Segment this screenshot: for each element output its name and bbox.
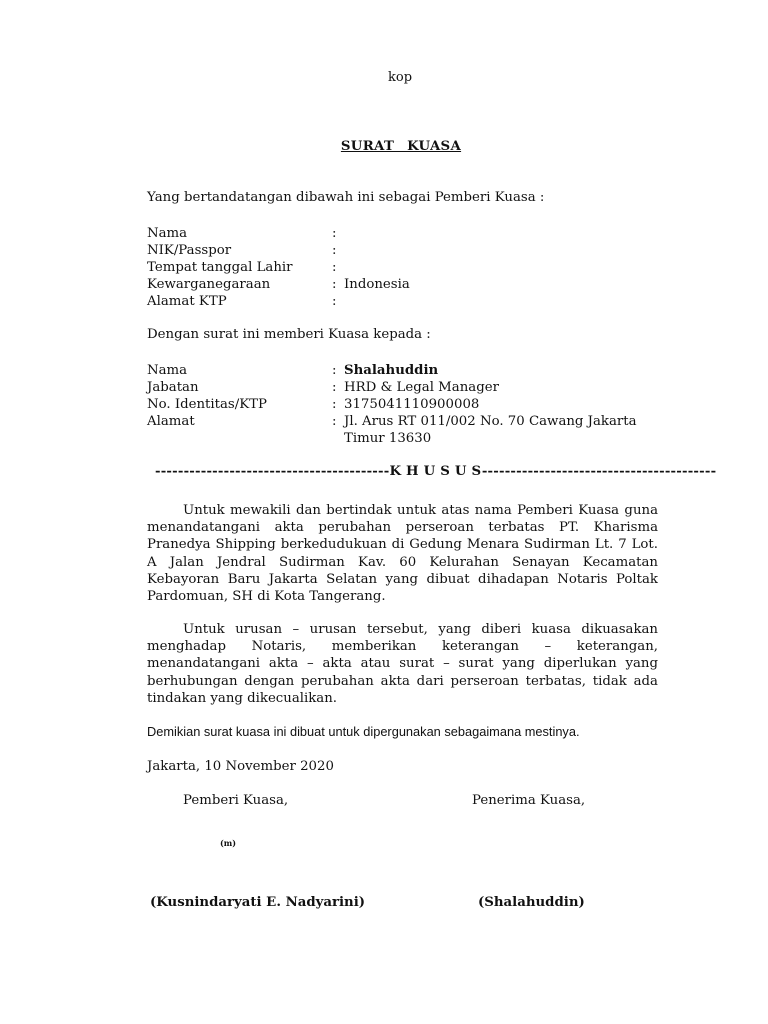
field-colon: : xyxy=(332,380,337,395)
field-value: Shalahuddin xyxy=(344,363,439,378)
field-label: Nama xyxy=(147,226,188,241)
field-value: 3175041110900008 xyxy=(344,397,480,412)
khusus-separator: -----------------------------------------K H U S U S----------------------------------------- xyxy=(155,464,717,479)
materai-mark: (m) xyxy=(220,838,237,848)
penerima-kuasa-label: Penerima Kuasa, xyxy=(472,793,586,808)
letterhead-placeholder: kop xyxy=(387,70,413,85)
transition-text: Dengan surat ini memberi Kuasa kepada : xyxy=(147,327,431,342)
field-colon: : xyxy=(332,260,337,275)
penerima-kuasa-name: (Shalahuddin) xyxy=(478,895,585,910)
pemberi-kuasa-name: (Kusnindaryati E. Nadyarini) xyxy=(150,895,366,910)
intro-text: Yang bertandatangan dibawah ini sebagai Pemberi Kuasa : xyxy=(147,190,545,205)
field-value-continued xyxy=(344,430,431,447)
pemberi-kuasa-label: Pemberi Kuasa, xyxy=(183,793,289,808)
field-label: Jabatan xyxy=(147,380,199,395)
field-value: Indonesia xyxy=(344,277,410,292)
paragraph-1: Untuk mewakili dan bertindak untuk atas nama Pemberi Kuasa guna menandatangani akta perubahan perseroan terbatas PT. Kharisma Pranedya Shipping berkedudukuan di Gedung Menara Sudirman Lt. 7 Lot. A Jalan Jendral Sudirman Kav. 60 Kelurahan Senayan Kecamatan Kebayoran Baru Jakarta Selatan yang dibuat dihadapan Notaris Poltak Pardomuan, SH di Kota Tangerang. xyxy=(147,503,658,605)
field-label: Alamat xyxy=(147,414,195,429)
field-label: Tempat tanggal Lahir xyxy=(147,260,293,275)
field-value: Jl. Arus RT 011/002 No. 70 Cawang Jakarta xyxy=(344,414,637,429)
closing-text: Demikian surat kuasa ini dibuat untuk dipergunakan sebagaimana mestinya. xyxy=(147,724,580,739)
field-colon: : xyxy=(332,226,337,241)
field-label: Kewarganegaraan xyxy=(147,277,271,292)
field-colon: : xyxy=(332,243,337,258)
field-colon: : xyxy=(332,397,337,412)
field-colon: : xyxy=(332,277,337,292)
field-label: NIK/Passpor xyxy=(147,243,232,258)
field-value: HRD & Legal Manager xyxy=(344,380,499,395)
field-label: No. Identitas/KTP xyxy=(147,397,267,412)
field-colon: : xyxy=(332,414,337,429)
field-label: Alamat KTP xyxy=(147,294,227,309)
field-colon: : xyxy=(332,294,337,309)
field-label: Nama xyxy=(147,363,188,378)
address-line-2: Timur 13630 xyxy=(344,431,432,446)
place-date: Jakarta, 10 November 2020 xyxy=(147,759,334,774)
document-title: SURAT KUASA xyxy=(340,139,462,154)
field-colon: : xyxy=(332,363,337,378)
paragraph-2: Untuk urusan – urusan tersebut, yang diberi kuasa dikuasakan menghadap Notaris, memberikan keterangan – keterangan, menandatangani akta – akta atau surat – surat yang diperlukan yang berhubungan dengan perubahan akta dari perseroan terbatas, tidak ada tindakan yang dikecualikan. xyxy=(147,622,658,706)
